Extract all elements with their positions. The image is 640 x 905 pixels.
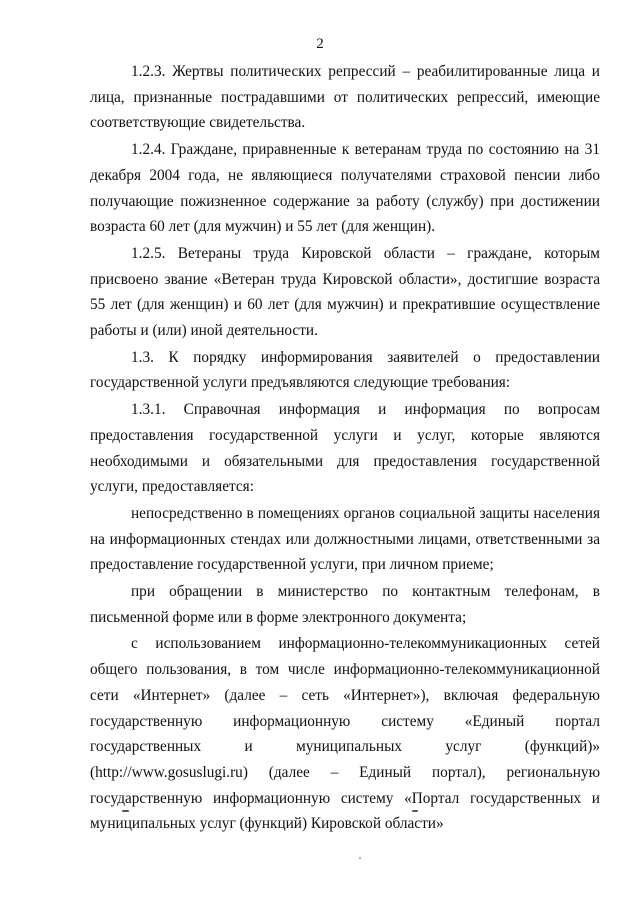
scan-speck [412, 810, 418, 812]
page-number: 2 [316, 36, 324, 52]
paragraph-1-3: 1.3. К порядку информирования заявителей о предоставлении государственной услуги предъявляются следующие требования: [90, 348, 600, 392]
paragraph-in-premises: непосредственно в помещениях органов социальной защиты населения на информационных стендах или должностными лицами, ответственными за предоставление государственной услуги, при личном приеме; [90, 504, 600, 574]
paragraph-1-3-1: 1.3.1. Справочная информация и информация по вопросам предоставления государственной услуги и услуг, которые являются необходимыми и обязательными для предоставления государственной услуги, предоставляется: [90, 401, 600, 496]
paragraph-via-internet: с использованием информационно-телекоммуникационных сетей общего пользования, в том числе информационно-телекоммуникационной сети «Интернет» (далее – сеть «Интернет»), включая федеральную государственную информационную систему «Единый портал государственных и муниципальных услуг (функций)» (http://www.gosuslugi.ru) (далее – Единый портал), региональную государственную информационную систему «Портал государственных и муниципальных услуг (функций) Кировской области» [90, 635, 600, 833]
document-body [90, 59, 600, 838]
scan-speck [359, 857, 361, 859]
paragraph-by-phone: при обращении в министерство по контактным телефонам, в письменной форме или в форме электронного документа; [90, 583, 600, 626]
paragraph-1-2-5: 1.2.5. Ветераны труда Кировской области – граждане, которым присвоено звание «Ветеран труда Кировской области», достигшие возраста 55 лет (для женщин) и 60 лет (для мужчин) и прекратившие осуществление работы и (или) иной деятельности. [90, 244, 600, 340]
paragraph-1-2-3: 1.2.3. Жертвы политических репрессий – реабилитированные лица и лица, признанные пострадавшими от политических репрессий, имеющие соответствующие свидетельства. [90, 63, 600, 132]
paragraph-1-2-4: 1.2.4. Граждане, приравненные к ветеранам труда по состоянию на 31 декабря 2004 года, не являющиеся получателями страховой пенсии либо получающие пожизненное содержание за работу (службу) при достижении возраста 60 лет (для мужчин) и 55 лет (для женщин). [90, 141, 600, 236]
scan-speck [122, 810, 129, 812]
